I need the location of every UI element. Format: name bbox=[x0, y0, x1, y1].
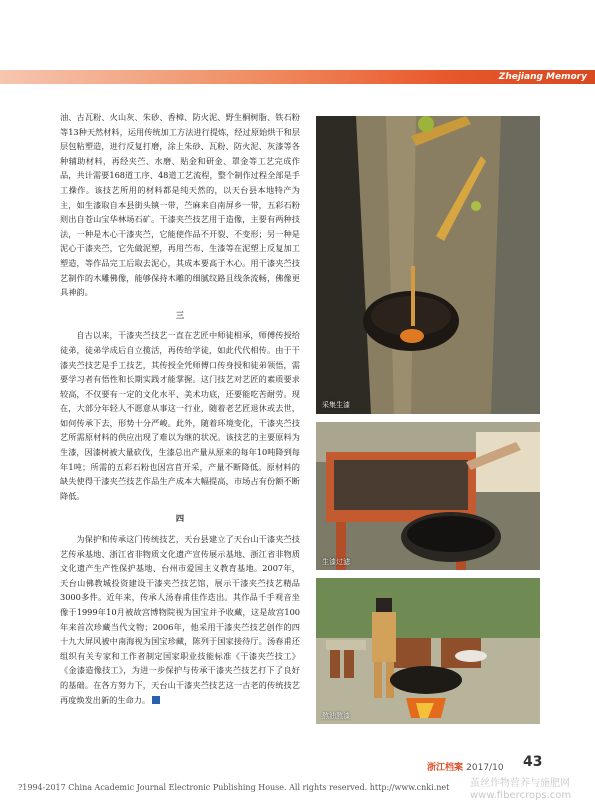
paragraph bbox=[60, 532, 300, 707]
section-heading: 四 bbox=[175, 513, 185, 524]
photo-caption: 生漆过滤 bbox=[322, 558, 350, 566]
page-number: 43 bbox=[523, 754, 543, 770]
watermark bbox=[470, 778, 571, 802]
journal-issue: 2017/10 bbox=[466, 763, 504, 773]
tree-tapping-image bbox=[316, 116, 540, 414]
photo-caption: 采集生漆 bbox=[322, 401, 350, 409]
article-body bbox=[60, 110, 300, 707]
paragraph-text: 为保护和传承这门传统技艺，天台县建立了天台山干漆夹苎技艺传承基地、浙江省非物质文化遗产宣传展示基地、浙江省非物质文化遗产生产性保护基地、台州市爱国主义教育基地。2007年，天台山佛教城投资建设干漆夹苎技艺馆，展示干漆夹苎技艺精品3000多件。近年来，传承人汤春甫佳作迭出。其作品千手观音坐像于1999年10月被故宫博物院视为国宝并予收藏，这是故宫100年来首次珍藏当代文物；2006年，他采用干漆夹苎技艺创作的四十九大屏风被中南海视为国宝珍藏，陈列于国家接待厅。汤春甫还组织有关专家和工作者制定国家职业技能标准《干漆夹苎技工》《金漆造像技工》，为进一步保护与传承干漆夹苎技艺打下了良好的基础。在各方努力下，天台山干漆夹苎技艺这一古老的传统技艺再度焕发出新的生命力。 bbox=[60, 534, 300, 705]
copyright-notice: ?1994-2017 China Academic Journal Electronic Publishing House. All rights reserved. http://www.cnki.net bbox=[18, 783, 450, 792]
photo-boil-lacquer bbox=[316, 578, 540, 724]
filtering-image bbox=[316, 422, 540, 570]
watermark-cn: 茧丝作物营养与施肥网 bbox=[470, 778, 570, 789]
section-label: Zhejiang Memory bbox=[498, 72, 587, 82]
photo-filter-lacquer bbox=[316, 422, 540, 570]
photo-collect-lacquer bbox=[316, 116, 540, 414]
footer-journal bbox=[427, 760, 504, 773]
boiling-image bbox=[316, 578, 540, 724]
paragraph: 自古以来，干漆夹苎技艺一直在艺匠中师徒相承，师傅传授给徒弟，徒弟学成后自立揽活，再传给学徒，如此代代相传。由于干漆夹苎技艺是手工技艺，其传授全凭师傅口传身授和徒弟领悟，需要学习者有悟性和长期实践才能掌握。这门技艺对艺匠的素质要求较高，不仅要有一定的文化水平、美术功底，还要能吃苦耐劳。现在，大部分年轻人不愿意从事这一行业，随着老艺匠退休或去世，如何传承下去，形势十分严峻。此外，随着环境变化，干漆夹苎技艺所需原材料的供应出现了难以为继的状况。该技艺的主要原料为生漆，因漆树被大量砍伐，生漆总出产量从原来的每年10吨降到每年1吨；所需的五彩石粉也因宫苜开采，产量不断降低。原材料的缺失使得干漆夹苎技艺作品生产成本大幅提高，市场占有份额不断降低。 bbox=[60, 330, 300, 501]
end-mark-icon bbox=[152, 696, 160, 704]
paragraph: 油、古瓦粉、火山灰、朱砂、香樟、防火泥、野生桐树脂、铁石粉等13种天然材料，运用传统加工方法进行提炼，经过原始烘干和层层包粘塑造，进行反复打磨，涂上朱砂、瓦粉、防火泥、灰漆等各种辅助材料，再经夹苎、水磨、贴金和研金、罩金等工艺完成作品，共计需要168道工序、48道工艺流程，整个制作过程全部是手工操作。该技艺所用的材料都是纯天然的，以天台县本地特产为主，如生漆取自本县街头镇一带，苎麻来自南屏乡一带，五彩石粉则出自苍山宝华林场石矿。干漆夹苎技艺用于造像，主要有两种技法，一种是木心干漆夹苎，它能使作品不开裂、不变形；另一种是泥心干漆夹苎，它先做泥塑，再用苎布、生漆等在泥塑上反复加工塑造，等作品完工后取去泥心，其成本要高于木心。用干漆夹苎技艺制作的木雕佛像，能够保持木雕的细腻纹路且线条流畅，佛像更具神韵。 bbox=[60, 112, 300, 298]
watermark-url: www.fibercrops.com bbox=[470, 790, 572, 801]
section-heading: 三 bbox=[175, 309, 185, 320]
journal-name: 浙江档案 bbox=[427, 763, 464, 773]
photo-caption: 熬油熬漆 bbox=[322, 712, 350, 720]
